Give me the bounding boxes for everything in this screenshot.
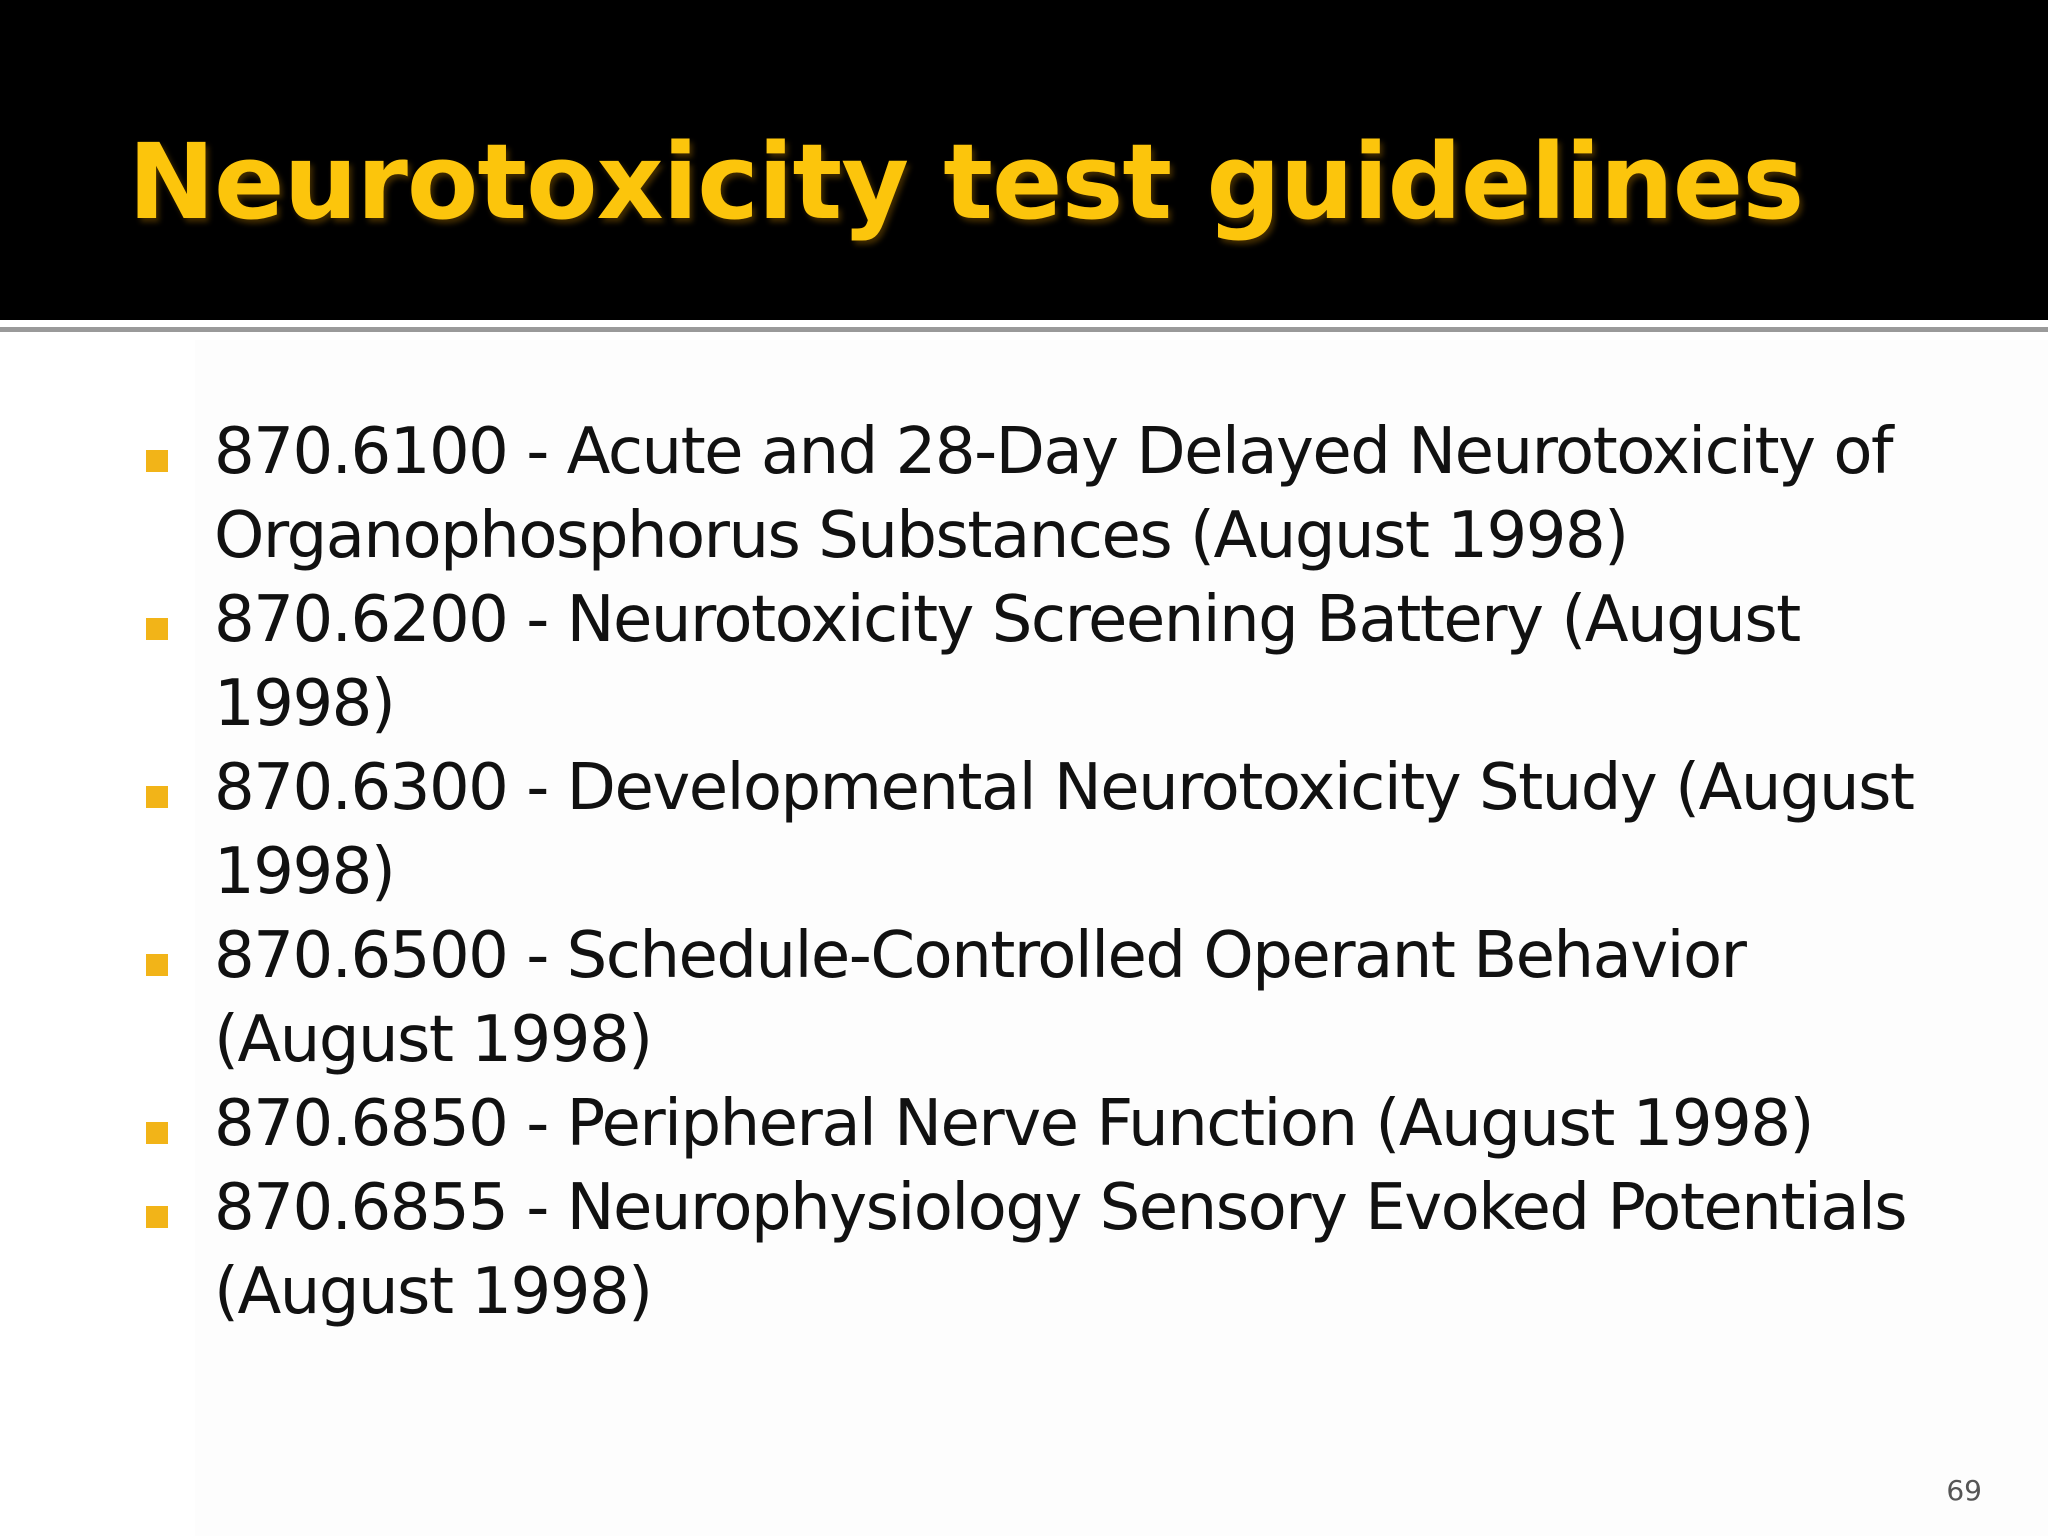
bullet-item <box>142 410 1982 578</box>
bullet-text: 870.6300 - Developmental Neurotoxicity Study (August 1998) <box>214 751 1914 909</box>
bullet-text: 870.6855 - Neurophysiology Sensory Evoked Potentials (August 1998) <box>214 1171 1907 1329</box>
bullet-item <box>142 1166 1982 1334</box>
bullet-list <box>142 410 1982 1334</box>
slide-title: Neurotoxicity test guidelines <box>128 121 1804 243</box>
bullet-item <box>142 578 1982 746</box>
square-bullet-icon <box>146 1206 168 1228</box>
title-divider-light <box>0 320 2048 327</box>
bullet-item <box>142 1082 1982 1166</box>
square-bullet-icon <box>146 786 168 808</box>
bullet-text: 870.6500 - Schedule-Controlled Operant Behavior (August 1998) <box>214 919 1746 1077</box>
square-bullet-icon <box>146 954 168 976</box>
title-divider <box>0 327 2048 332</box>
bullet-item <box>142 914 1982 1082</box>
bullet-text: 870.6200 - Neurotoxicity Screening Battery (August 1998) <box>214 583 1800 741</box>
page-number: 69 <box>1946 1474 1982 1507</box>
square-bullet-icon <box>146 618 168 640</box>
bullet-text: 870.6100 - Acute and 28-Day Delayed Neurotoxicity of Organophosphorus Substances (August 1998) <box>214 415 1893 573</box>
bullet-item <box>142 746 1982 914</box>
square-bullet-icon <box>146 1122 168 1144</box>
title-band <box>0 0 2048 320</box>
square-bullet-icon <box>146 450 168 472</box>
bullet-text: 870.6850 - Peripheral Nerve Function (August 1998) <box>214 1087 1813 1161</box>
